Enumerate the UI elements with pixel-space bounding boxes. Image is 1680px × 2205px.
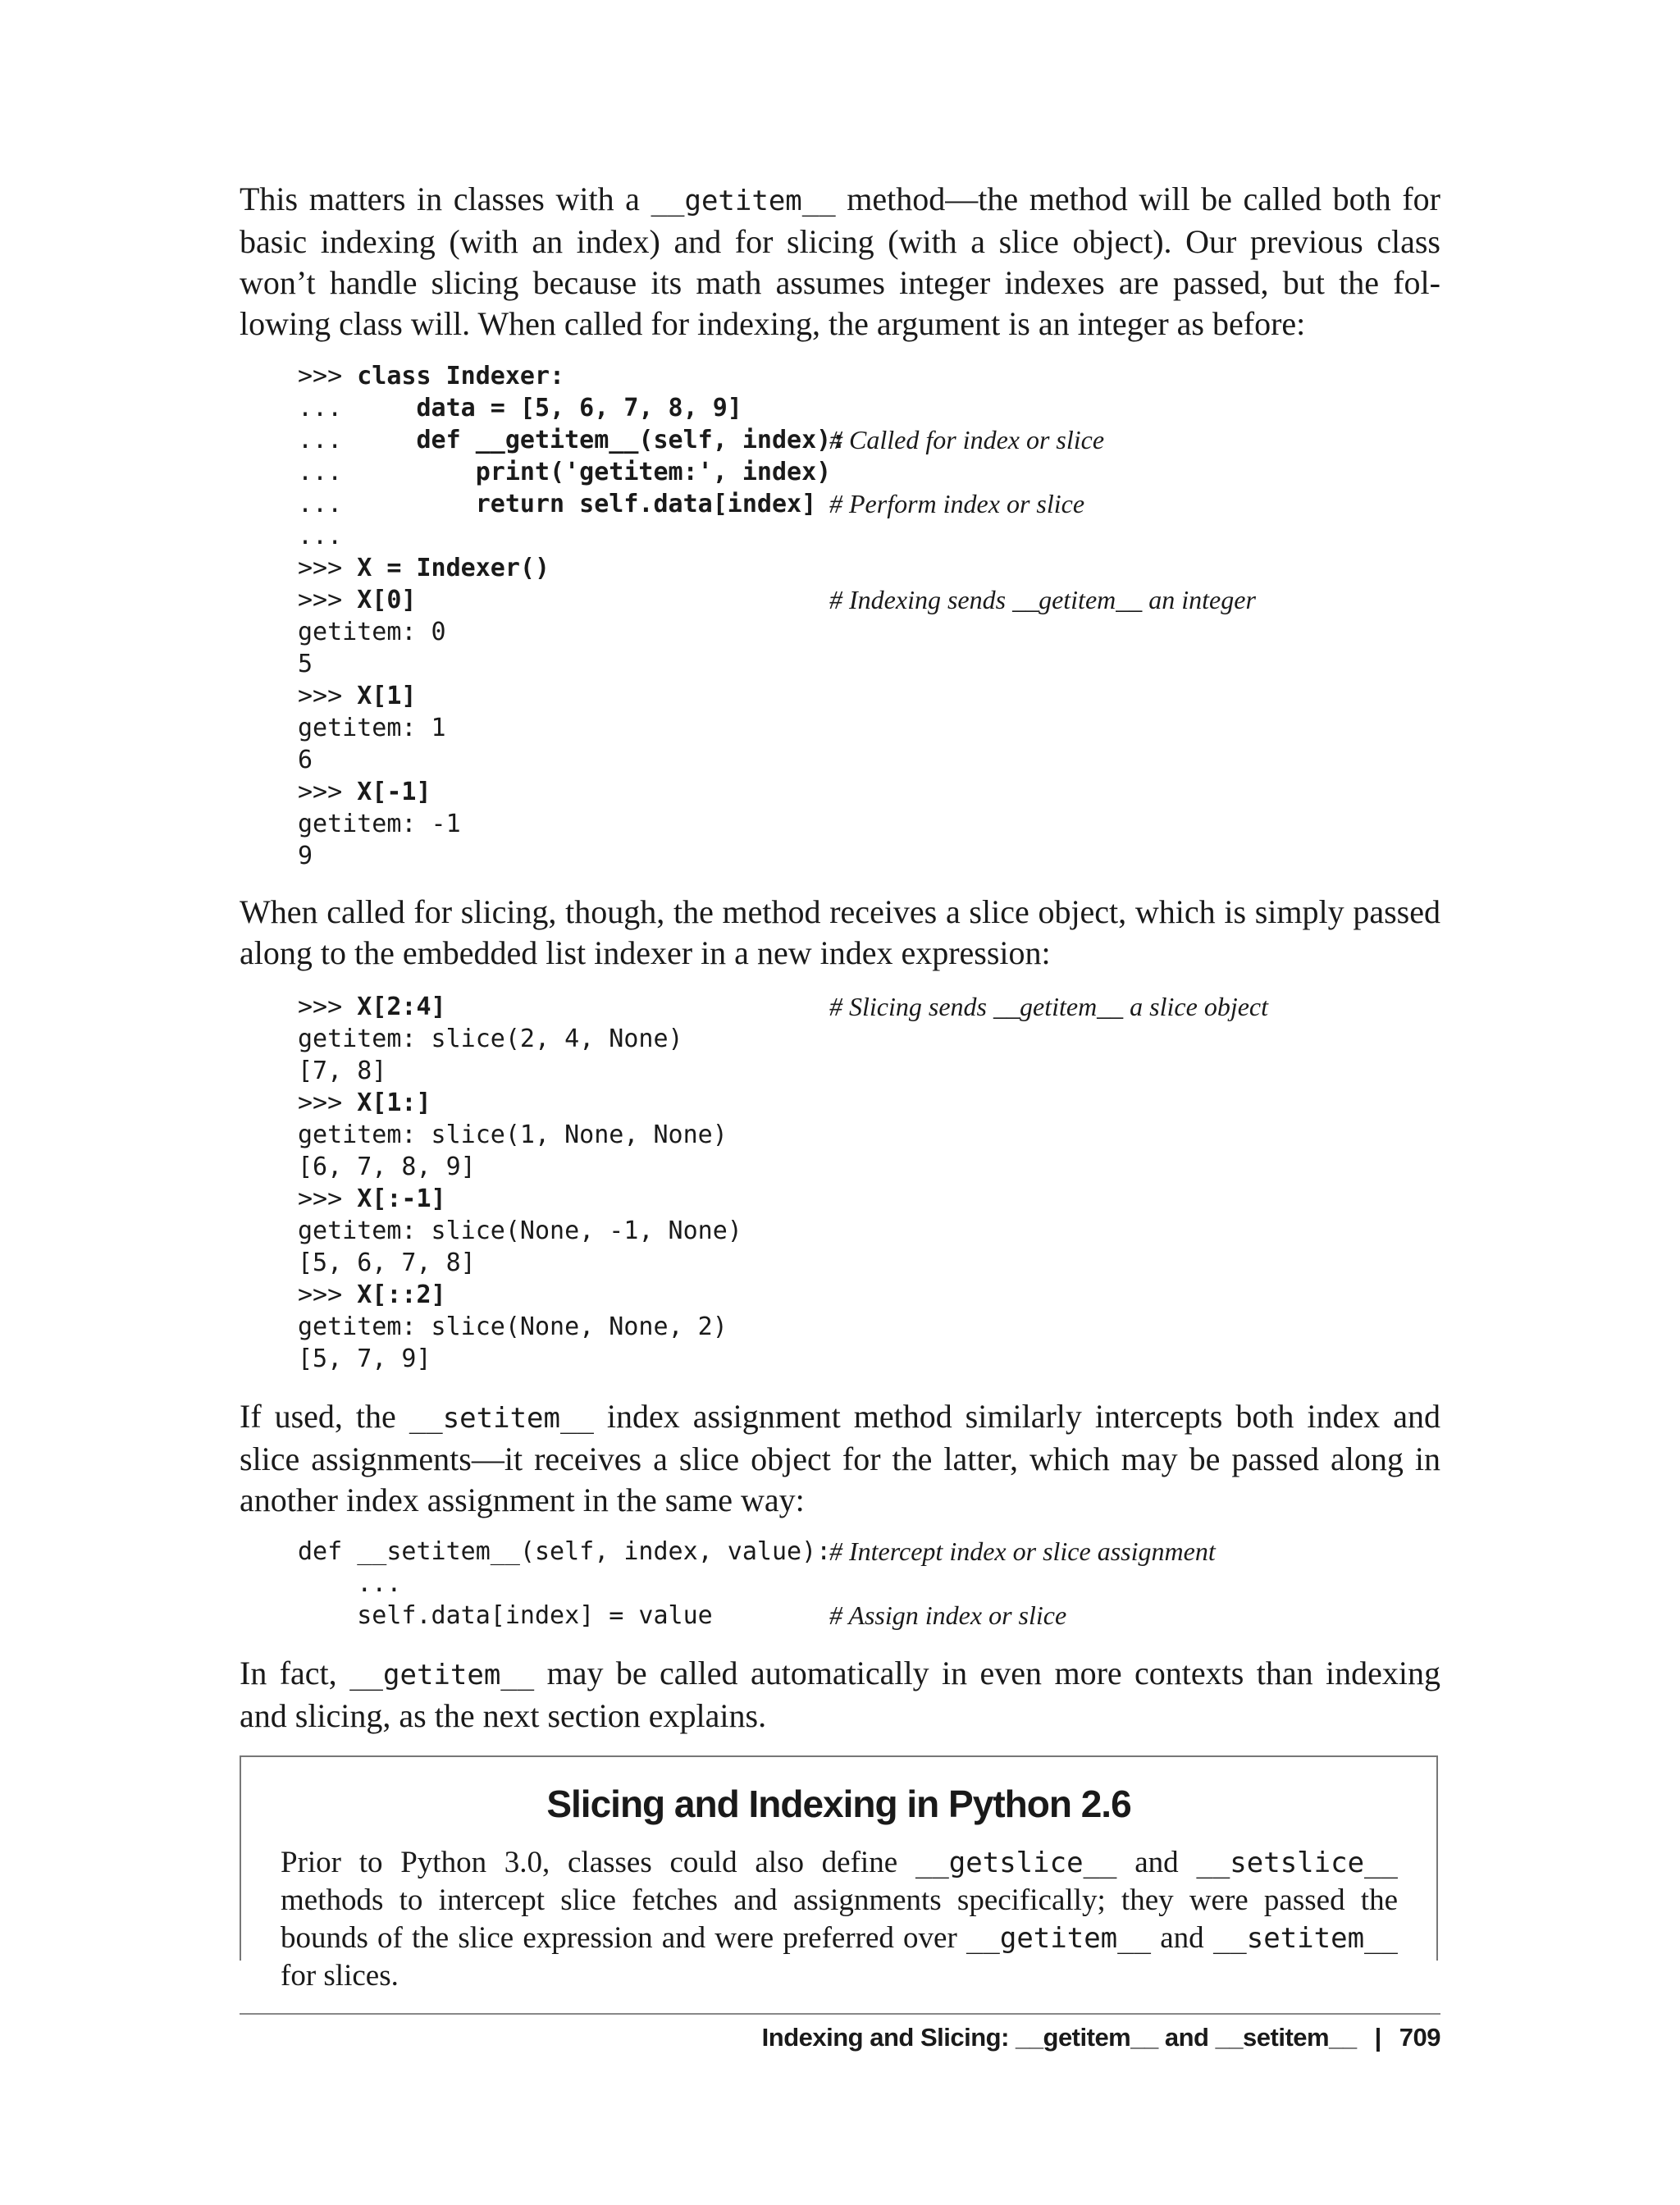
code-comment: # Slicing sends __getitem__ a slice object <box>829 992 1268 1021</box>
code-text: getitem: slice(1, None, None) <box>298 1121 728 1149</box>
code-command: X[-1] <box>357 778 431 806</box>
text-span: methods to intercept slice fetches and assignments specifically; they were passed the bounds of the slice expression and were preferred over <box>281 1883 1398 1955</box>
code-text: >>> <box>298 586 358 614</box>
code-command: def __getitem__(self, index): <box>416 426 847 454</box>
code-comment: # Perform index or slice <box>829 489 1085 518</box>
code-text: >>> <box>298 1281 358 1309</box>
code-line <box>298 456 1528 488</box>
code-text: [5, 6, 7, 8] <box>298 1249 476 1277</box>
code-text: >>> <box>298 682 358 710</box>
code-command: return self.data[index] <box>475 490 817 518</box>
paragraph-setitem <box>240 1396 1440 1521</box>
code-text: getitem: slice(2, 4, None) <box>298 1025 683 1053</box>
inline-code: __getitem__ <box>349 1659 535 1691</box>
code-text: ... <box>298 394 417 422</box>
code-comment: # Indexing sends __getitem__ an integer <box>829 585 1256 614</box>
code-text: [5, 7, 9] <box>298 1344 431 1373</box>
inline-code: __setslice__ <box>1196 1847 1398 1879</box>
code-text: ... <box>298 490 476 518</box>
sidebar-text <box>281 1844 1398 1995</box>
code-text: [6, 7, 8, 9] <box>298 1153 476 1181</box>
code-text: ... <box>298 1569 402 1598</box>
text-span: method—the method will be called both for basic indexing (with an index) and for slicing (with a slice object). Our previous class won’t handle slicing because its math assumes integer indexes are passed, but the following class will. When called for indexing, the argument is an integer as before: <box>240 180 1440 342</box>
code-text: getitem: slice(None, None, 2) <box>298 1312 728 1341</box>
code-comment: # Called for index or slice <box>829 425 1105 454</box>
footer-divider <box>240 2013 1440 2015</box>
text-span: and <box>1151 1921 1213 1955</box>
text-span: and <box>1116 1846 1197 1879</box>
code-line <box>298 744 1528 776</box>
code-text: 9 <box>298 842 313 870</box>
code-line <box>298 1215 1528 1247</box>
sidebar-title: Slicing and Indexing in Python 2.6 <box>546 1783 1131 1825</box>
code-line <box>298 552 1528 584</box>
sidebar-box <box>240 1755 1438 1993</box>
code-text: ... <box>298 458 476 486</box>
code-line <box>298 1279 1528 1311</box>
code-line <box>298 680 1528 712</box>
code-line <box>298 648 1528 680</box>
code-text: getitem: -1 <box>298 810 461 838</box>
text-span: In fact, <box>240 1655 350 1691</box>
code-line <box>298 520 1528 552</box>
page-footer <box>762 2023 1440 2052</box>
inline-code: __setitem__ <box>409 1402 594 1435</box>
text-span: for slices. <box>281 1959 399 1993</box>
code-command: X[1] <box>357 682 417 710</box>
code-line <box>298 360 1528 392</box>
code-line <box>298 1568 1528 1600</box>
code-block-indexer-class <box>298 360 1528 872</box>
paragraph-slicing-intro: When called for slicing, though, the method receives a slice object, which is simply passed along to the embedded list indexer in a new index expression: <box>240 893 1440 971</box>
code-command: print('getitem:', index) <box>475 458 832 486</box>
code-line <box>298 1600 1528 1632</box>
code-text: def __setitem__(self, index, value): <box>298 1537 832 1566</box>
page-number: 709 <box>1399 2023 1440 2052</box>
code-line <box>298 1087 1528 1119</box>
code-text: 6 <box>298 746 313 774</box>
code-text: self.data[index] = value <box>298 1601 713 1630</box>
code-text: >>> <box>298 1089 358 1117</box>
code-comment: # Intercept index or slice assignment <box>829 1536 1216 1566</box>
code-text: >>> <box>298 362 358 390</box>
code-text: [7, 8] <box>298 1057 387 1085</box>
code-text: >>> <box>298 554 358 582</box>
paragraph-getitem-contexts <box>240 1653 1440 1737</box>
text-span: If used, the <box>240 1398 409 1435</box>
code-text: getitem: 0 <box>298 618 446 646</box>
code-line <box>298 1183 1528 1215</box>
code-line <box>298 1023 1528 1055</box>
code-command: class Indexer: <box>357 362 565 390</box>
code-command: X = Indexer() <box>357 554 550 582</box>
code-text: >>> <box>298 1185 358 1213</box>
code-line <box>298 424 1528 456</box>
code-command: X[:-1] <box>357 1185 446 1213</box>
inline-code: __getitem__ <box>651 185 836 217</box>
code-line <box>298 776 1528 808</box>
code-text: getitem: 1 <box>298 714 446 742</box>
code-line <box>298 1343 1528 1375</box>
code-line <box>298 808 1528 840</box>
code-text: >>> <box>298 778 358 806</box>
footer-section-title: Indexing and Slicing: __getitem__ and __setitem__ <box>761 2023 1357 2052</box>
inline-code: __getslice__ <box>915 1847 1117 1879</box>
code-line <box>298 712 1528 744</box>
code-line <box>298 488 1528 520</box>
code-line <box>298 991 1528 1023</box>
text-span: Prior to Python 3.0, classes could also define <box>281 1846 915 1879</box>
code-text: 5 <box>298 650 313 678</box>
code-comment: # Assign index or slice <box>829 1600 1067 1630</box>
code-block-slicing-examples <box>298 991 1528 1375</box>
paragraph-getitem-intro <box>240 179 1440 345</box>
text-span: may be called automatically in even more contexts than indexing and slicing, as the next section explains. <box>240 1655 1440 1734</box>
code-line <box>298 1311 1528 1343</box>
code-line <box>298 1151 1528 1183</box>
footer-separator: | <box>1374 2023 1381 2052</box>
code-line <box>298 584 1528 616</box>
code-command: X[2:4] <box>357 993 446 1021</box>
inline-code: __setitem__ <box>1212 1922 1398 1955</box>
code-line <box>298 616 1528 648</box>
code-line <box>298 392 1528 424</box>
code-text: ... <box>298 426 417 454</box>
code-command: X[1:] <box>357 1089 431 1117</box>
code-command: X[0] <box>357 586 417 614</box>
code-line <box>298 1119 1528 1151</box>
code-text: >>> <box>298 993 358 1021</box>
code-text: ... <box>298 522 343 550</box>
code-command: data = [5, 6, 7, 8, 9] <box>416 394 742 422</box>
code-block-setitem <box>298 1536 1528 1632</box>
code-line <box>298 1247 1528 1279</box>
code-command: X[::2] <box>357 1281 446 1309</box>
text-span: This matters in classes with a <box>240 180 651 217</box>
code-line <box>298 1536 1528 1568</box>
inline-code: __getitem__ <box>966 1922 1152 1955</box>
code-line <box>298 840 1528 872</box>
code-line <box>298 1055 1528 1087</box>
code-text: getitem: slice(None, -1, None) <box>298 1217 742 1245</box>
text-span: index assignment method similarly intercepts both index and slice assignments—it receives a slice object for the latter, which may be passed along in another index assignment in the same way: <box>240 1398 1441 1518</box>
